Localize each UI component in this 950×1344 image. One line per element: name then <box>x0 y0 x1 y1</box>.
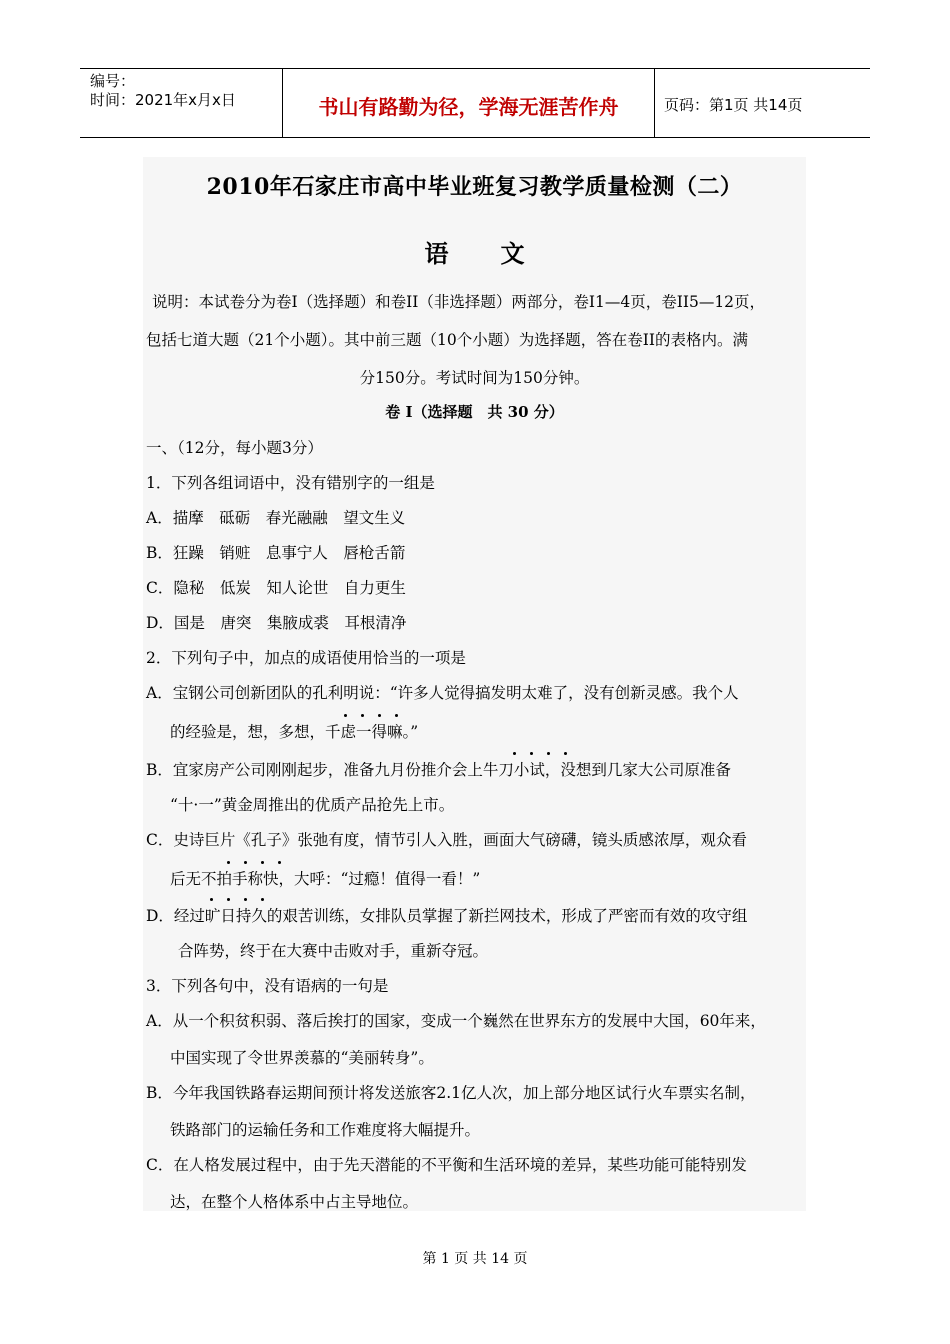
question-stem: 3．下列各句中，没有语病的一句是 <box>146 977 389 995</box>
time-label: 时间：2021年x月x日 <box>90 91 236 109</box>
option-a-continued: 中国实现了令世界羡慕的“美丽转身”。 <box>170 1049 434 1067</box>
instructions-line: 分150分。考试时间为150分钟。 <box>359 369 590 387</box>
emphasis-dot <box>227 898 230 901</box>
option-b: B．宜家房产公司刚刚起步，准备九月份推介会上牛刀小试，没想到几家大公司原准备 <box>146 761 731 779</box>
option-a: A．从一个积贫积弱、落后挨打的国家，变成一个巍然在世界东方的发展中大国，60年来， <box>146 1012 766 1030</box>
subject-heading <box>143 234 806 269</box>
option-b-continued: “十·一”黄金周推出的优质产品抢先上市。 <box>170 796 455 814</box>
emphasis-dot <box>378 714 381 717</box>
option-c: C．史诗巨片《孔子》张弛有度，情节引人入胜，画面大气磅礴，镜头质感浓厚，观众看 <box>146 831 747 849</box>
header-motto: 书山有路勤为径，学海无涯苦作舟 <box>318 95 619 119</box>
option-c: C．在人格发展过程中，由于先天潜能的不平衡和生活环境的差异，某些功能可能特别发 <box>146 1156 747 1174</box>
emphasis-dot <box>244 898 247 901</box>
page-footer: 第 1 页 共 14 页 <box>422 1251 528 1267</box>
emphasis-dot <box>513 752 516 755</box>
option-d: D．经过旷日持久的艰苦训练，女排队员掌握了新拦网技术，形成了严密而有效的攻守组 <box>146 907 748 925</box>
option-b: B．狂躁 销赃 息事宁人 唇枪舌箭 <box>146 544 406 562</box>
emphasis-dot <box>530 752 533 755</box>
emphasis-dot <box>564 752 567 755</box>
emphasis-dot <box>344 714 347 717</box>
emphasis-dot <box>395 714 398 717</box>
header-page-info: 页码：第1页 共14页 <box>664 96 803 114</box>
emphasis-dot <box>261 898 264 901</box>
option-a: A．描摩 砥砺 春光融融 望文生义 <box>146 509 406 527</box>
subject-char: 语 <box>424 239 449 268</box>
emphasis-dot <box>227 861 230 864</box>
part-heading: 一、（12分，每小题3分） <box>146 439 323 457</box>
option-b-continued: 铁路部门的运输任务和工作难度将大幅提升。 <box>170 1121 481 1139</box>
header-meta <box>90 72 236 110</box>
question-stem: 1．下列各组词语中，没有错别字的一组是 <box>146 474 435 492</box>
option-c: C．隐秘 低炭 知人论世 自力更生 <box>146 579 406 597</box>
option-c-continued: 达，在整个人格体系中占主导地位。 <box>170 1193 419 1211</box>
option-d: D．国是 唐突 集腋成裘 耳根清净 <box>146 614 407 632</box>
emphasis-dot <box>361 714 364 717</box>
emphasis-dot <box>210 898 213 901</box>
emphasis-dot <box>278 861 281 864</box>
document-header <box>80 68 870 138</box>
option-c-continued: 后无不拍手称快，大呼：“过瘾！值得一看！” <box>170 870 481 888</box>
option-b: B．今年我国铁路春运期间预计将发送旅客2.1亿人次，加上部分地区试行火车票实名制， <box>146 1084 756 1102</box>
option-a-continued: 的经验是，想，多想，千虑一得嘛。” <box>170 723 419 741</box>
instructions-line: 说明：本试卷分为卷I（选择题）和卷II（非选择题）两部分，卷I1—4页，卷II5—12页， <box>152 293 766 311</box>
header-divider <box>654 69 655 137</box>
emphasis-dot <box>244 861 247 864</box>
subject-char: 文 <box>500 239 525 268</box>
question-stem: 2．下列句子中，加点的成语使用恰当的一项是 <box>146 649 466 667</box>
option-d-continued: 合阵势，终于在大赛中击败对手，重新夺冠。 <box>178 942 489 960</box>
instructions-line: 包括七道大题（21个小题）。其中前三题（10个小题）为选择题，答在卷II的表格内。满 <box>146 331 748 349</box>
option-a: A．宝钢公司创新团队的孔利明说：“许多人觉得搞发明太难了，没有创新灵感。我个人 <box>146 684 739 702</box>
emphasis-dot <box>547 752 550 755</box>
document-title: 2010年石家庄市高中毕业班复习教学质量检测（二） <box>206 174 743 200</box>
serial-label: 编号： <box>90 72 136 90</box>
emphasis-dot <box>261 861 264 864</box>
section-title: 卷 I（选择题 共 30 分） <box>385 403 564 421</box>
